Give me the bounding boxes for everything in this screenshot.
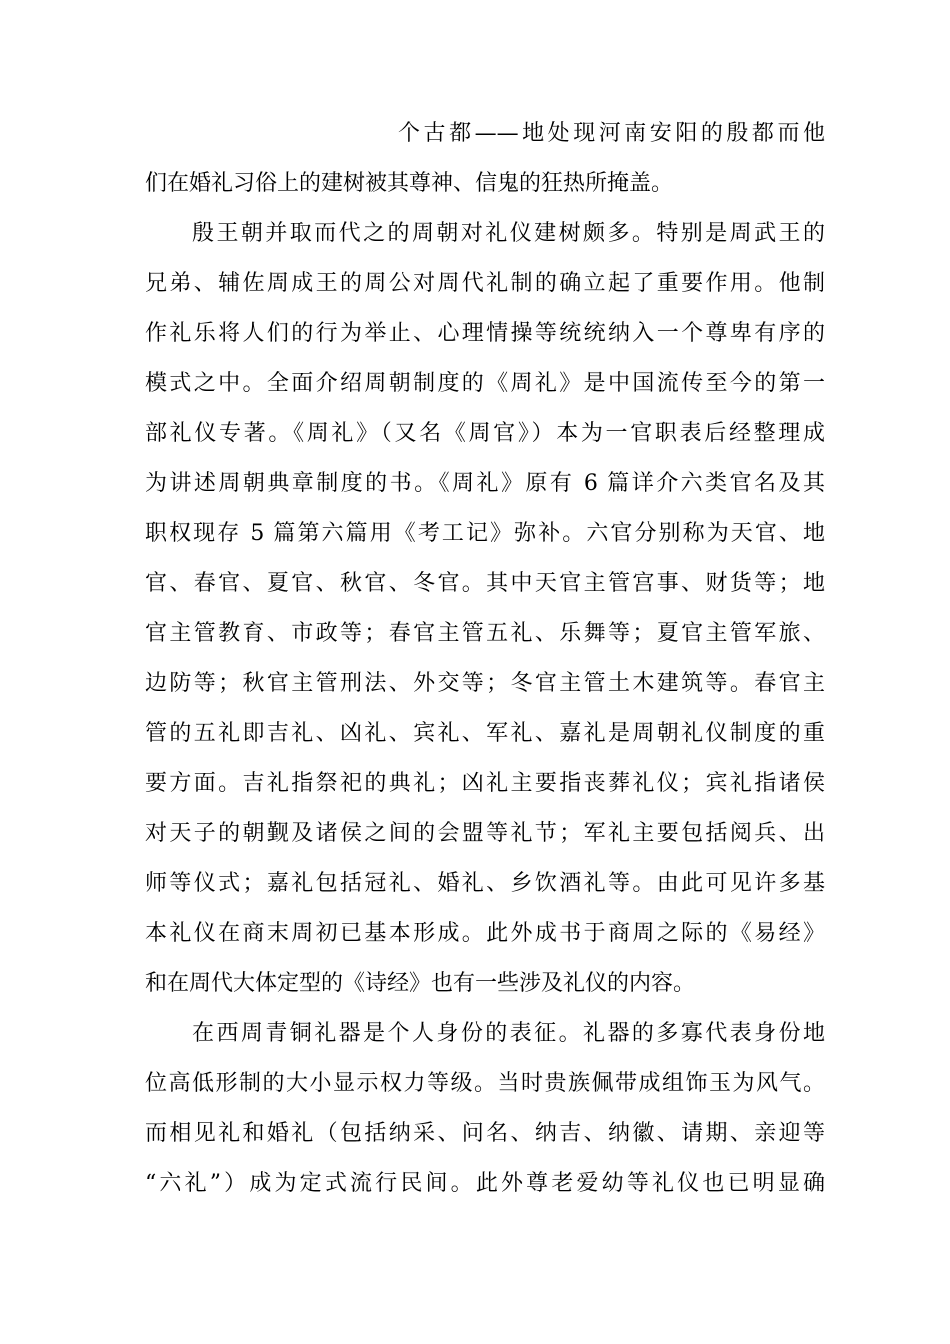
text-line: 官、春官、夏官、秋官、冬官。其中天官主管宫事、财货等；地: [145, 571, 825, 596]
text-line: 个古都——地处现河南安阳的殷都而他: [398, 121, 825, 146]
text-line: “六礼”）成为定式流行民间。此外尊老爱幼等礼仪也已明显确: [145, 1171, 825, 1196]
text-line: 为讲述周朝典章制度的书。《周礼》原有 6 篇详介六类官名及其: [145, 471, 825, 496]
text-line: 对天子的朝觐及诸侯之间的会盟等礼节；军礼主要包括阅兵、出: [145, 821, 825, 846]
text-line: 模式之中。全面介绍周朝制度的《周礼》是中国流传至今的第一: [145, 371, 825, 396]
text-line: 和在周代大体定型的《诗经》也有一些涉及礼仪的内容。: [145, 971, 696, 996]
text-line: 殷王朝并取而代之的周朝对礼仪建树颇多。特别是周武王的: [192, 221, 825, 246]
text-line: 官主管教育、市政等；春官主管五礼、乐舞等；夏官主管军旅、: [145, 621, 825, 646]
text-line: 作礼乐将人们的行为举止、心理情操等统统纳入一个尊卑有序的: [145, 321, 825, 346]
text-line: 边防等；秋官主管刑法、外交等；冬官主管土木建筑等。春官主: [145, 671, 825, 696]
text-line: 师等仪式；嘉礼包括冠礼、婚礼、乡饮酒礼等。由此可见许多基: [145, 871, 825, 896]
text-line: 要方面。吉礼指祭祀的典礼；凶礼主要指丧葬礼仪；宾礼指诸侯: [145, 771, 825, 796]
text-line: 职权现存 5 篇第六篇用《考工记》弥补。六官分别称为天官、地: [145, 521, 825, 546]
text-line: 而相见礼和婚礼（包括纳采、问名、纳吉、纳徽、请期、亲迎等: [145, 1121, 825, 1146]
text-line: 部礼仪专著。《周礼》（又名《周官》）本为一官职表后经整理成: [145, 421, 825, 446]
text-line: 们在婚礼习俗上的建树被其尊神、信鬼的狂热所掩盖。: [145, 171, 674, 196]
text-line: 在西周青铜礼器是个人身份的表征。礼器的多寡代表身份地: [192, 1021, 825, 1046]
text-line: 管的五礼即吉礼、凶礼、宾礼、军礼、嘉礼是周朝礼仪制度的重: [145, 721, 825, 746]
text-line: 本礼仪在商末周初已基本形成。此外成书于商周之际的《易经》: [145, 921, 825, 946]
text-line: 位高低形制的大小显示权力等级。当时贵族佩带成组饰玉为风气。: [145, 1071, 825, 1096]
text-line: 兄弟、辅佐周成王的周公对周代礼制的确立起了重要作用。他制: [145, 271, 825, 296]
